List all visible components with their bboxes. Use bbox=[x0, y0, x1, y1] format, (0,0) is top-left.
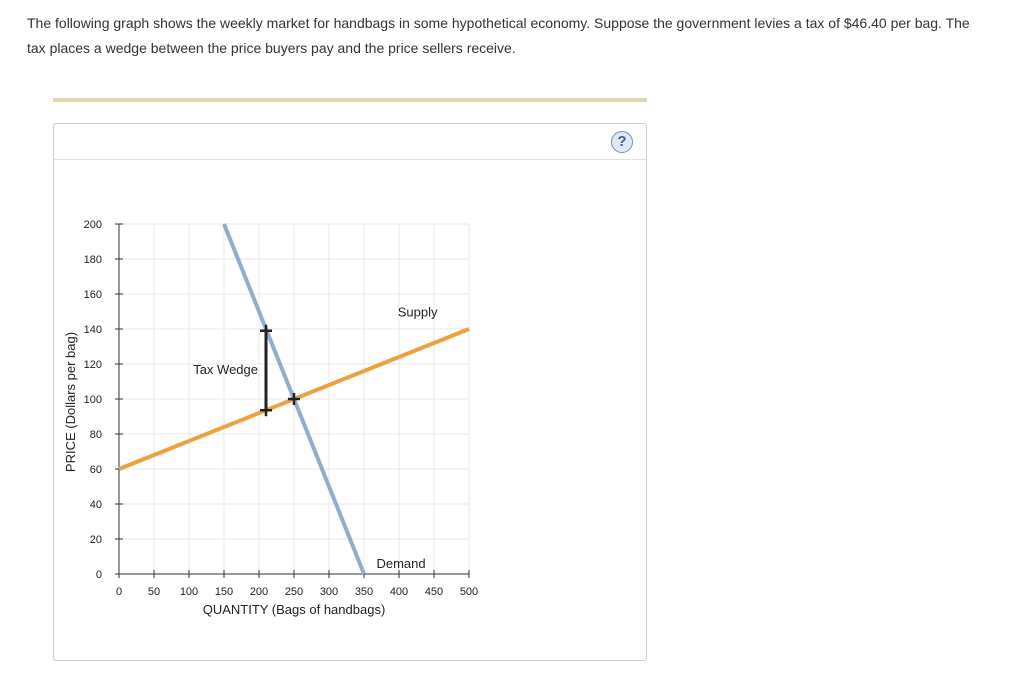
tax-wedge-bottom-marker bbox=[260, 404, 272, 416]
y-tick-label: 20 bbox=[89, 534, 102, 546]
y-tick-label: 40 bbox=[89, 499, 102, 511]
tax-wedge-label: Tax Wedge bbox=[193, 362, 258, 377]
x-tick-label: 100 bbox=[179, 586, 199, 598]
x-tick-label: 50 bbox=[147, 586, 161, 598]
x-tick-label: 450 bbox=[424, 586, 444, 598]
y-tick-label: 120 bbox=[83, 359, 102, 371]
question-line-1: The following graph shows the weekly market for handbags in some hypothetical economy. Suppose the government levies a tax of $46.40 per bag. The bbox=[27, 15, 970, 31]
y-tick-label: 60 bbox=[89, 464, 102, 476]
x-tick-label: 300 bbox=[319, 586, 339, 598]
x-tick-label: 200 bbox=[249, 586, 269, 598]
y-tick-label: 0 bbox=[95, 569, 102, 581]
y-tick-label: 100 bbox=[83, 394, 102, 406]
y-tick-label: 140 bbox=[83, 324, 102, 336]
y-tick-label: 80 bbox=[89, 429, 102, 441]
x-tick-label: 250 bbox=[284, 586, 304, 598]
y-tick-label: 180 bbox=[83, 254, 102, 266]
x-tick-label: 400 bbox=[389, 586, 409, 598]
question-mark-icon: ? bbox=[617, 133, 627, 150]
y-tick-label: 160 bbox=[83, 289, 102, 301]
y-tick-label: 200 bbox=[83, 219, 102, 231]
x-axis-title: QUANTITY (Bags of handbags) bbox=[202, 602, 386, 617]
y-axis-title: PRICE (Dollars per bag) bbox=[63, 331, 78, 473]
x-tick-label: 500 bbox=[459, 586, 479, 598]
x-tick-label: 350 bbox=[354, 586, 374, 598]
question-line-2: tax places a wedge between the price buyers pay and the price sellers receive. bbox=[27, 40, 516, 56]
x-tick-label: 0 bbox=[115, 586, 123, 598]
demand-curve-label: Demand bbox=[376, 555, 426, 571]
equilibrium-marker bbox=[288, 393, 300, 405]
x-tick-label: 150 bbox=[214, 586, 234, 598]
supply-curve-label: Supply bbox=[397, 304, 438, 320]
